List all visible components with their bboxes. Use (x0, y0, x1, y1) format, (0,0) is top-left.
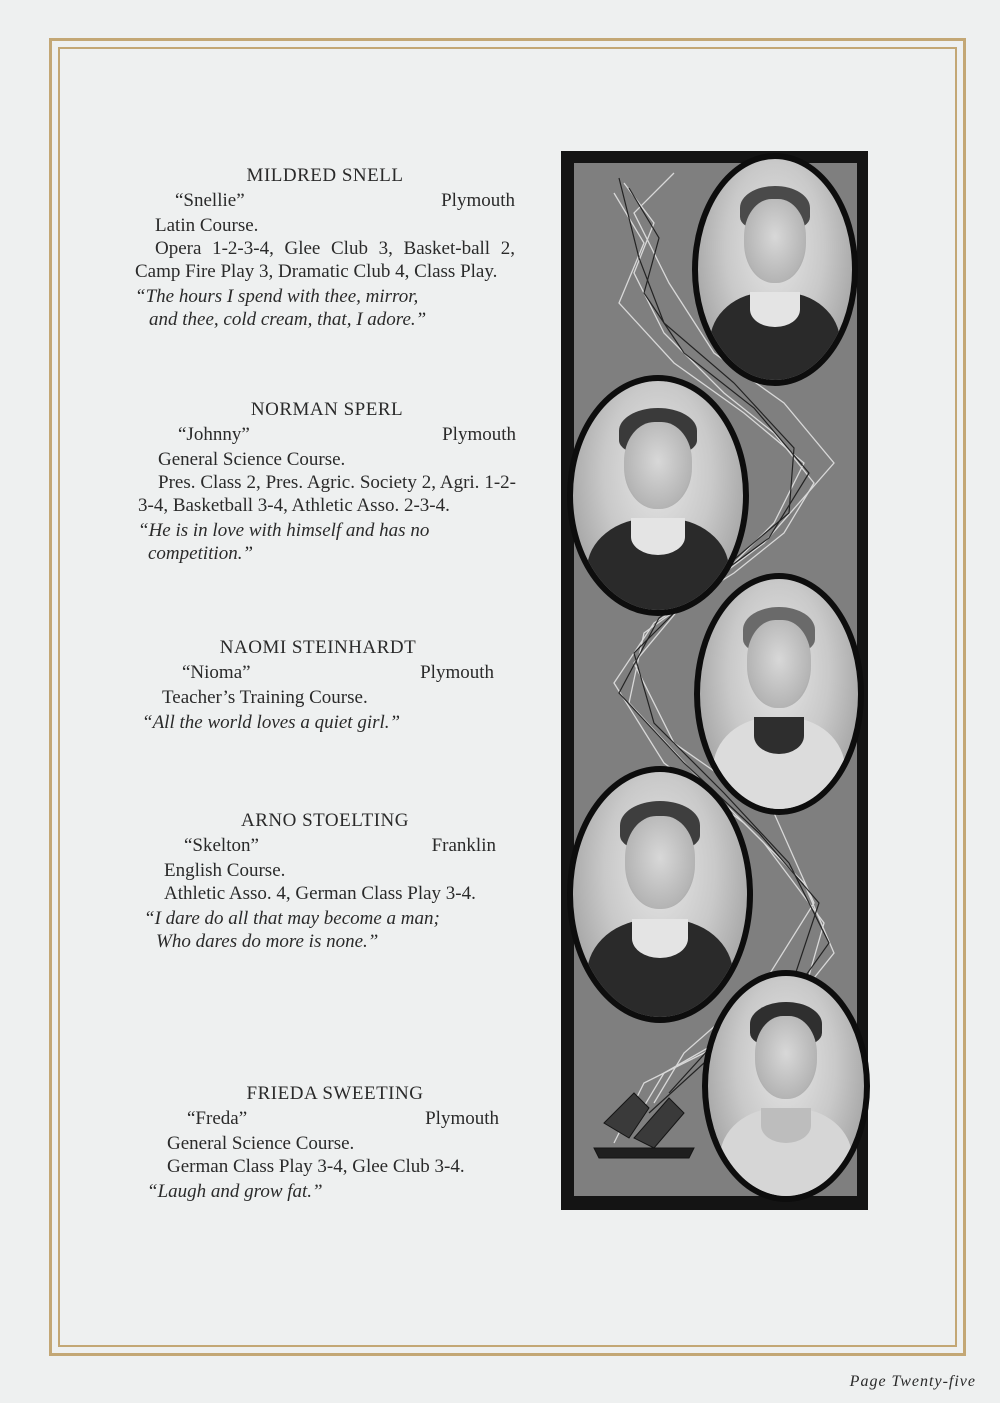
student-name: NORMAN SPERL (250, 399, 404, 420)
quote-line: “Laugh and grow fat.” (147, 1181, 323, 1202)
quote-line: “The hours I spend with thee, mirror, (135, 286, 419, 307)
portrait-photo (694, 573, 864, 815)
student-entry (147, 1082, 523, 1203)
portrait-photo (567, 375, 749, 616)
face (755, 1016, 817, 1100)
nickname-town-row (138, 423, 516, 446)
face (747, 620, 810, 707)
nickname-town-row (144, 834, 518, 857)
quote-line: “All the world loves a quiet girl.” (142, 712, 401, 733)
student-activities: German Class Play 3-4, Glee Club 3-4. (167, 1156, 465, 1177)
nickname-town-row (142, 661, 494, 684)
student-course: General Science Course. (167, 1133, 355, 1154)
student-quote (144, 907, 518, 953)
student-activities: Athletic Asso. 4, German Class Play 3-4. (164, 883, 476, 904)
student-quote (147, 1180, 523, 1203)
student-town: Franklin (431, 835, 496, 856)
student-town: Plymouth (441, 190, 515, 211)
nickname-town-row (147, 1107, 523, 1130)
quote-line: competition.” (148, 543, 254, 564)
quote-line: Who dares do more is none.” (156, 931, 379, 952)
student-name: MILDRED SNELL (246, 165, 404, 186)
quote-line: and thee, cold cream, that, I adore.” (149, 309, 427, 330)
collar (750, 292, 799, 327)
student-town: Plymouth (442, 424, 516, 445)
student-entry (138, 398, 516, 565)
face (624, 422, 692, 509)
face (744, 199, 806, 283)
student-nickname: “Freda” (187, 1108, 248, 1129)
student-name: FRIEDA SWEETING (246, 1083, 424, 1104)
collar (632, 919, 688, 958)
student-entry (144, 809, 518, 953)
student-entry (142, 636, 494, 734)
face (625, 816, 695, 909)
page-number: Page Twenty-five (849, 1373, 976, 1390)
student-course: General Science Course. (158, 449, 346, 470)
student-quote (142, 711, 494, 734)
student-course: Latin Course. (155, 215, 259, 236)
collar (754, 717, 805, 754)
quote-line: “He is in love with himself and has no (138, 520, 430, 541)
student-name: NAOMI STEINHARDT (219, 637, 417, 658)
portrait-photo (702, 970, 870, 1202)
student-town: Plymouth (425, 1108, 499, 1129)
student-activities: Pres. Class 2, Pres. Agric. Society 2, Agri. 1-2-3-4, Basketball 3-4, Athletic Asso. 2-3-4. (138, 472, 516, 516)
portrait-photo (567, 766, 753, 1023)
student-entry (135, 164, 515, 331)
student-nickname: “Snellie” (175, 190, 245, 211)
student-course: Teacher’s Training Course. (162, 687, 368, 708)
quote-line: “I dare do all that may become a man; (144, 908, 440, 929)
student-nickname: “Johnny” (178, 424, 250, 445)
nickname-town-row (135, 189, 515, 212)
student-town: Plymouth (420, 662, 494, 683)
portrait-photo (692, 153, 858, 386)
student-course: English Course. (164, 860, 286, 881)
student-name: ARNO STOELTING (241, 810, 409, 831)
student-quote (138, 519, 516, 565)
collar (761, 1108, 811, 1143)
student-quote (135, 285, 515, 331)
student-activities: Opera 1-2-3-4, Glee Club 3, Basket-ball 2, Camp Fire Play 3, Dramatic Club 4, Class Play. (135, 238, 515, 282)
student-nickname: “Skelton” (184, 835, 259, 856)
student-nickname: “Nioma” (182, 662, 251, 683)
collar (631, 518, 685, 555)
